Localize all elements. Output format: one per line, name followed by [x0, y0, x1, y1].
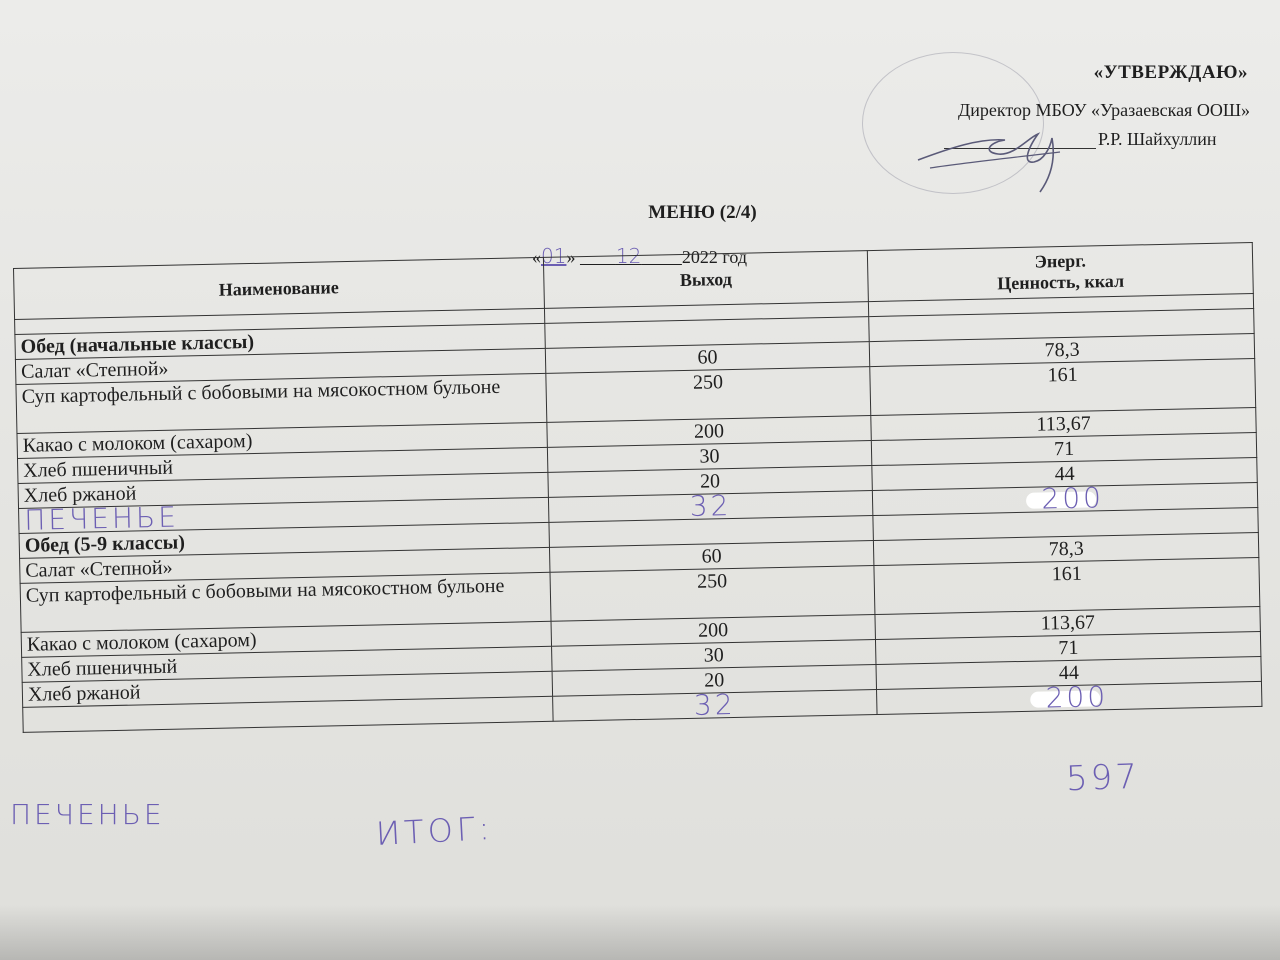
date-day: 01	[541, 244, 567, 268]
header-output: Выход	[543, 251, 869, 309]
section-title: Обед (5-9 классы)	[19, 522, 549, 558]
dish-output: 20	[547, 466, 872, 498]
section-title: Обед (начальные классы)	[15, 323, 545, 359]
header-energy-line2: Ценность, ккал	[997, 270, 1125, 294]
handwritten-dish-name-2: ПЕЧЕНЬЕ	[10, 798, 165, 831]
dish-energy: 113,67	[875, 606, 1260, 639]
dish-name: Суп картофельный с бобовыми на мясокостном бульоне	[16, 373, 547, 433]
dish-energy: 44	[876, 656, 1261, 689]
menu-title: МЕНЮ (2/4)	[648, 202, 757, 223]
dish-output: 60	[549, 541, 874, 573]
handwritten-output: 32	[552, 690, 877, 722]
date-month: 12	[615, 244, 642, 268]
handwritten-energy-value: 200	[1045, 680, 1109, 715]
dish-name: Салат «Степной»	[20, 547, 550, 583]
header-name: Наименование	[14, 257, 545, 319]
handwritten-energy-value: 200	[1041, 481, 1105, 516]
dish-output: 20	[552, 665, 877, 697]
dish-output: 250	[545, 367, 871, 423]
dish-name: Какао с молоком (сахаром)	[17, 422, 547, 458]
dish-energy: 161	[874, 557, 1260, 614]
header-energy-line1: Энерг.	[1034, 250, 1087, 272]
dish-output: 30	[551, 640, 876, 672]
dish-name: Салат «Степной»	[15, 348, 545, 384]
dish-name: Хлеб ржаной	[18, 472, 548, 508]
dish-energy: 71	[872, 433, 1257, 466]
handwritten-total: 597	[1065, 756, 1141, 800]
dish-name: Хлеб пшеничный	[17, 447, 547, 483]
dish-output: 200	[551, 615, 876, 647]
handwritten-output: 32	[548, 491, 873, 523]
header-energy	[868, 243, 1254, 302]
date-open-quote: «	[532, 247, 541, 267]
dish-energy: 161	[870, 359, 1256, 416]
dish-energy: 78,3	[874, 532, 1259, 565]
dish-output: 60	[545, 342, 870, 374]
dish-name: Суп картофельный с бобовыми на мясокостном бульоне	[20, 572, 551, 632]
director-line: Директор МБОУ «Уразаевская ООШ»	[957, 100, 1250, 120]
handwritten-signature	[910, 108, 1090, 198]
dish-output: 200	[546, 416, 871, 448]
dish-name: Хлеб ржаной	[22, 671, 552, 707]
approval-title: «УТВЕРЖДАЮ»	[1093, 62, 1248, 83]
handwritten-dish-name: ПЕЧЕНЬЕ	[19, 497, 549, 533]
date-year: 2022 год	[681, 247, 747, 267]
itog-label: ИТОГ:	[375, 808, 495, 854]
dish-name: Хлеб пшеничный	[22, 646, 552, 682]
dish-output: 30	[547, 441, 872, 473]
dish-energy: 44	[872, 457, 1257, 490]
dish-energy: 71	[876, 631, 1261, 664]
menu-table	[13, 242, 1262, 733]
dish-energy: 78,3	[870, 334, 1255, 367]
dish-name: Какао с молоком (сахаром)	[21, 621, 551, 657]
dish-output: 250	[550, 566, 876, 622]
photo-shadow	[0, 905, 1280, 960]
date-close-quote: »	[566, 247, 576, 267]
signer-name: Р.Р. Шайхуллин	[1098, 129, 1217, 149]
dish-energy: 113,67	[871, 408, 1256, 441]
